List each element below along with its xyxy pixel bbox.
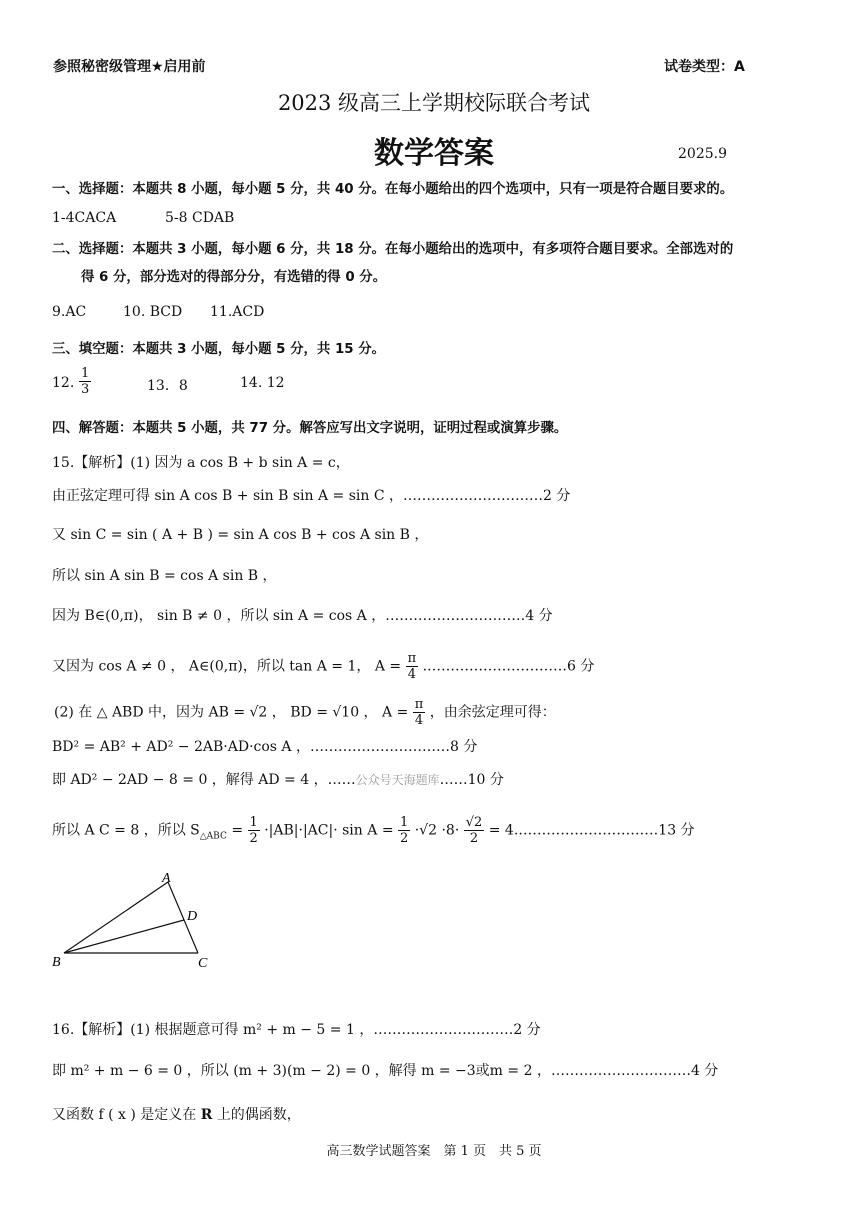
exam-date: 2025.9 bbox=[678, 146, 727, 162]
q15-line-9 bbox=[52, 769, 504, 789]
q15-line-10-score: = 4.…………………………13 分 bbox=[488, 822, 695, 839]
triangle-figure bbox=[48, 868, 228, 973]
answers-1-4: 1-4CACA bbox=[52, 210, 117, 226]
q16-line-3-text: 又函数 f ( x ) 是定义在 bbox=[52, 1107, 197, 1123]
one-half-fraction bbox=[248, 815, 260, 846]
q15-line-10-mid: ·|AB|·|AC|· sin A = bbox=[264, 822, 394, 839]
q15-line-1: 15.【解析】(1) 因为 a cos B + b sin A = c， bbox=[52, 455, 350, 471]
fraction-numerator: √2 bbox=[465, 815, 483, 830]
answer-12-fraction bbox=[79, 366, 91, 397]
q15-line-9-score: ……10 分 bbox=[439, 772, 504, 788]
fraction-denominator: 2 bbox=[249, 831, 258, 846]
section-1-heading: 一、选择题：本题共 8 小题，每小题 5 分，共 40 分。在每小题给出的四个选项中，只有一项是符合题目要求的。 bbox=[52, 182, 734, 197]
side-ab bbox=[64, 882, 168, 953]
exam-title: 2023 级高三上学期校际联合考试 bbox=[277, 91, 591, 115]
fraction-denominator: 3 bbox=[81, 382, 90, 397]
q15-line-10-text: 所以 A C = 8 ，所以 S bbox=[52, 822, 200, 839]
answer-11: 11.ACD bbox=[210, 304, 265, 320]
q15-line-10 bbox=[52, 815, 695, 846]
q16-line-3 bbox=[52, 1104, 301, 1124]
answer-10: 10. BCD bbox=[123, 304, 183, 320]
q15-line-7-tail: ，由余弦定理可得： bbox=[429, 704, 556, 721]
equals-sign: = bbox=[231, 822, 244, 839]
real-set-symbol: R bbox=[200, 1107, 213, 1123]
fraction-denominator: 4 bbox=[414, 713, 424, 728]
vertex-c-label: C bbox=[198, 956, 208, 971]
fraction-numerator: π bbox=[414, 697, 424, 712]
q15-line-3: 又 sin C = sin ( A + B ) = sin A cos B + cos A sin B ， bbox=[52, 527, 429, 543]
fraction-numerator: 1 bbox=[249, 815, 258, 830]
vertex-b-label: B bbox=[52, 955, 61, 970]
segment-bd bbox=[64, 920, 184, 953]
answer-12-label: 12. bbox=[52, 375, 75, 391]
sqrt2-over-2-fraction bbox=[464, 815, 485, 846]
q15-line-7 bbox=[54, 697, 556, 728]
q15-line-4: 所以 sin A sin B = cos A sin B ， bbox=[52, 568, 277, 584]
answer-9: 9.AC bbox=[52, 304, 87, 320]
q15-line-8: BD² = AB² + AD² − 2AB·AD·cos A ，…………………………8 分 bbox=[52, 739, 478, 755]
area-subscript: △ABC bbox=[199, 831, 227, 842]
section-2-heading: 二、选择题：本题共 3 小题，每小题 6 分，共 18 分。在每小题给出的选项中，有多项符合题目要求。全部选对的 bbox=[52, 242, 734, 257]
fraction-denominator: 2 bbox=[400, 831, 409, 846]
vertex-a-label: A bbox=[162, 871, 171, 886]
q16-line-3-tail: 上的偶函数， bbox=[216, 1107, 301, 1123]
section-3-heading: 三、填空题：本题共 3 小题，每小题 5 分，共 15 分。 bbox=[52, 342, 386, 357]
q15-line-7-text: (2) 在 △ ABD 中，因为 AB = √2 ， BD = √10 ， A = bbox=[54, 704, 409, 721]
q15-line-5: 因为 B∈(0,π)， sin B ≠ 0 ，所以 sin A = cos A ，…………………………4 分 bbox=[52, 608, 553, 624]
pi-over-4-fraction bbox=[406, 651, 419, 682]
q15-line-6 bbox=[52, 651, 594, 682]
page-title: 数学答案 bbox=[374, 136, 494, 171]
section-4-heading: 四、解答题：本题共 5 小题，共 77 分。解答应写出文字说明，证明过程或演算步骤。 bbox=[52, 421, 568, 436]
confidential-label: 参照秘密级管理★启用前 bbox=[53, 59, 206, 75]
q15-line-6-score: .…………………………6 分 bbox=[422, 658, 595, 675]
answers-5-8: 5-8 CDAB bbox=[165, 210, 235, 226]
one-half-fraction bbox=[398, 815, 410, 846]
q15-line-9-text: 即 AD² − 2AD − 8 = 0 ，解得 AD = 4 ，…… bbox=[52, 772, 356, 788]
fraction-numerator: 1 bbox=[400, 815, 409, 830]
fraction-denominator: 4 bbox=[407, 667, 416, 682]
q16-line-1: 16.【解析】(1) 根据题意可得 m² + m − 5 = 1 ，…………………………2 分 bbox=[52, 1022, 541, 1038]
fraction-denominator: 2 bbox=[469, 831, 479, 846]
q15-line-10-mid2: ·√2 ·8· bbox=[414, 822, 460, 839]
page-footer: 高三数学试题答案 第 1 页 共 5 页 bbox=[326, 1144, 542, 1159]
q15-line-6-text: 又因为 cos A ≠ 0 ， A∈(0,π)，所以 tan A = 1， A = bbox=[52, 658, 402, 675]
q16-line-2: 即 m² + m − 6 = 0 ，所以 (m + 3)(m − 2) = 0 ，解得 m = −3或m = 2 ，…………………………4 分 bbox=[52, 1063, 719, 1079]
fraction-numerator: 1 bbox=[81, 366, 90, 381]
section-2-heading-cont: 得 6 分，部分选对的得部分分，有选错的得 0 分。 bbox=[81, 270, 387, 285]
answer-13: 13．8 bbox=[147, 378, 188, 394]
fraction-numerator: π bbox=[407, 651, 417, 666]
answer-14: 14. 12 bbox=[240, 375, 285, 391]
point-d-label: D bbox=[187, 909, 198, 924]
q15-line-2: 由正弦定理可得 sin A cos B + sin B sin A = sin C ，…………………………2 分 bbox=[52, 488, 571, 504]
watermark-text: 公众号天海题库 bbox=[355, 773, 440, 787]
paper-type-label: 试卷类型：A bbox=[664, 59, 745, 75]
pi-over-4-fraction bbox=[413, 697, 426, 728]
